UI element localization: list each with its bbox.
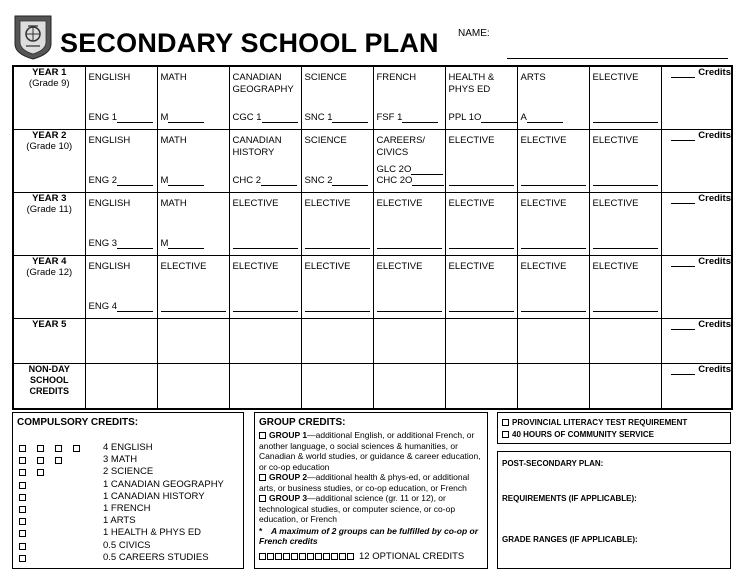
compulsory-credit-label: 0.5 CIVICS (103, 539, 151, 551)
course-cell[interactable] (229, 363, 301, 409)
optional-credit-checkbox[interactable] (323, 553, 330, 560)
course-code-line[interactable] (305, 301, 370, 312)
course-subject-label: ENGLISH (88, 134, 131, 146)
course-cell[interactable] (373, 255, 445, 318)
course-subject-label: ELECTIVE (304, 260, 351, 272)
row-credits-cell[interactable] (661, 363, 732, 409)
course-cell[interactable] (85, 129, 157, 192)
plan-row (13, 255, 732, 318)
group-credits-box (254, 412, 488, 569)
course-code-blank[interactable] (402, 113, 438, 123)
credit-checkbox[interactable] (37, 469, 44, 476)
course-code-line[interactable] (593, 238, 658, 249)
course-code-line[interactable] (233, 301, 298, 312)
grade-label: (Grade 10) (26, 140, 73, 152)
course-code-blank[interactable] (332, 176, 368, 186)
credit-checkbox[interactable] (55, 445, 62, 452)
course-code-line[interactable] (233, 175, 298, 186)
compulsory-credit-label: 1 CANADIAN GEOGRAPHY (103, 478, 224, 490)
course-code-blank[interactable] (117, 302, 153, 312)
course-code-line[interactable] (89, 112, 154, 123)
optional-credit-checkbox[interactable] (259, 553, 266, 560)
year-label: YEAR 5 (32, 318, 67, 330)
school-crest-icon (12, 14, 54, 60)
optional-credit-checkbox[interactable] (299, 553, 306, 560)
course-code-line[interactable] (89, 238, 154, 249)
course-code-line[interactable] (521, 238, 586, 249)
course-code-prefix: M (160, 111, 169, 123)
course-code-prefix: PPL 1O (448, 111, 482, 123)
course-cell[interactable] (85, 66, 157, 129)
course-cell[interactable] (373, 318, 445, 363)
credits-blank[interactable] (671, 329, 695, 330)
course-code-prefix: SNC 2 (304, 174, 333, 186)
course-code-prefix: ENG 3 (88, 237, 118, 249)
course-code-line[interactable] (161, 175, 226, 186)
course-subject-label: ELECTIVE (448, 260, 495, 272)
course-code-blank[interactable] (481, 113, 517, 123)
course-code-field[interactable] (449, 112, 514, 123)
year-label-cell (13, 318, 85, 363)
literacy-requirement: PROVINCIAL LITERACY TEST REQUIREMENT (502, 418, 687, 427)
course-cell[interactable] (589, 66, 661, 129)
course-cell[interactable] (301, 255, 373, 318)
course-code-prefix: CHC 2O (376, 174, 413, 186)
optional-credit-checkbox[interactable] (339, 553, 346, 560)
course-cell[interactable] (157, 192, 229, 255)
course-code-field[interactable] (161, 238, 226, 249)
year-label: YEAR 2 (32, 129, 67, 141)
course-cell[interactable] (445, 129, 517, 192)
course-code-blank[interactable] (117, 113, 153, 123)
course-code-line[interactable] (305, 175, 370, 186)
course-subject-label: ENGLISH (88, 260, 131, 272)
course-subject-label: ELECTIVE (160, 260, 207, 272)
course-subject-label: ARTS (520, 72, 546, 83)
course-cell[interactable] (229, 192, 301, 255)
course-cell[interactable] (301, 66, 373, 129)
course-code-prefix: CHC 2 (232, 174, 262, 186)
group-2-checkbox[interactable] (259, 474, 266, 481)
requirements-label: REQUIREMENTS (IF APPLICABLE): (502, 494, 637, 503)
course-code-field[interactable] (305, 175, 370, 186)
graduation-requirements-box (497, 412, 731, 444)
course-code-prefix: A (520, 111, 527, 123)
group-1-item: GROUP 1—additional English, or additional French, or another language, o social sciences & humanities, or Canadian & world studies, or guidance & career education, or co-op education (259, 430, 481, 472)
course-subject-label: CAREERS/ CIVICS (376, 134, 426, 158)
course-code-line[interactable] (233, 238, 298, 249)
course-cell[interactable] (517, 66, 589, 129)
plan-row (13, 318, 732, 363)
course-cell[interactable] (445, 255, 517, 318)
course-code-line[interactable] (305, 238, 370, 249)
credit-checkbox[interactable] (19, 494, 26, 501)
optional-credit-checkbox[interactable] (275, 553, 282, 560)
course-cell[interactable] (157, 66, 229, 129)
course-cell[interactable] (157, 363, 229, 409)
year-label-cell (13, 192, 85, 255)
group-3-item: GROUP 3—additional science (gr. 11 or 12), or technological studies, or computer science, or co-op education, or French (259, 493, 456, 524)
compulsory-credit-label: 1 FRENCH (103, 503, 151, 514)
year-label: NON-DAY SCHOOL CREDITS (28, 363, 70, 396)
credits-blank[interactable] (671, 203, 695, 204)
year-label: YEAR 3 (32, 192, 67, 204)
grade-label: (Grade 9) (28, 78, 70, 89)
course-subject-label: ELECTIVE (520, 197, 567, 209)
plan-row (13, 66, 732, 129)
course-code-line[interactable] (449, 238, 514, 249)
community-service-requirement: 40 HOURS OF COMMUNITY SERVICE (502, 430, 654, 439)
course-subject-label: CANADIAN HISTORY (232, 134, 282, 158)
course-code-blank[interactable] (261, 176, 297, 186)
post-secondary-plan-label: POST-SECONDARY PLAN: (502, 459, 604, 468)
year-label-cell (13, 363, 85, 409)
course-code-field[interactable] (305, 112, 370, 123)
course-code-line[interactable] (593, 112, 658, 123)
course-cell[interactable] (85, 255, 157, 318)
course-cell[interactable] (373, 66, 445, 129)
course-subject-label: MATH (160, 197, 187, 209)
course-code-line[interactable] (593, 301, 658, 312)
compulsory-credit-label: 1 ARTS (103, 515, 136, 527)
course-code-prefix: CGC 1 (232, 111, 262, 123)
course-code-blank[interactable] (332, 113, 368, 123)
course-subject-label: ELECTIVE (448, 134, 495, 146)
course-subject-label: MATH (160, 72, 187, 83)
course-cell[interactable] (229, 129, 301, 192)
course-code-field[interactable] (233, 175, 298, 186)
course-cell[interactable] (589, 363, 661, 409)
course-code-field[interactable] (521, 112, 586, 123)
course-code-field[interactable] (89, 238, 154, 249)
course-cell[interactable] (589, 192, 661, 255)
course-code-line[interactable] (377, 164, 442, 175)
credit-checkbox[interactable] (19, 457, 26, 464)
year-label: YEAR 1 (32, 67, 67, 78)
name-input-line[interactable] (507, 58, 728, 59)
course-subject-label: ELECTIVE (592, 197, 639, 209)
course-code-line[interactable] (593, 175, 658, 186)
course-subject-label: ELECTIVE (376, 197, 423, 209)
credits-blank[interactable] (671, 266, 695, 267)
credits-label: Credits (698, 318, 731, 330)
credit-checkbox[interactable] (73, 445, 80, 452)
course-code-prefix: ENG 1 (88, 111, 118, 123)
course-cell[interactable] (85, 192, 157, 255)
course-code-line[interactable] (449, 112, 514, 123)
credit-checkbox[interactable] (37, 445, 44, 452)
optional-credit-checkbox[interactable] (267, 553, 274, 560)
course-cell[interactable] (445, 363, 517, 409)
course-code-line[interactable] (521, 175, 586, 186)
course-subject-label: ELECTIVE (592, 134, 639, 146)
credit-checkbox[interactable] (55, 457, 62, 464)
year-label: YEAR 4 (32, 255, 67, 267)
credit-checkbox[interactable] (19, 518, 26, 525)
optional-credits-row (259, 551, 464, 562)
community-service-checkbox[interactable] (502, 431, 509, 438)
grade-label: (Grade 12) (26, 266, 73, 278)
year-label-cell (13, 129, 85, 192)
course-code-line[interactable] (449, 175, 514, 186)
compulsory-credit-label: 3 MATH (103, 454, 138, 466)
course-subject-label: ELECTIVE (592, 260, 639, 272)
credit-checkbox[interactable] (19, 555, 26, 562)
course-code-blank[interactable] (411, 165, 443, 175)
credits-blank[interactable] (671, 140, 695, 141)
course-plan-table (12, 65, 733, 410)
credit-checkbox[interactable] (19, 482, 26, 489)
compulsory-credit-label: 4 ENGLISH (103, 442, 153, 453)
group-1-checkbox[interactable] (259, 432, 266, 439)
course-subject-label: ELECTIVE (448, 197, 495, 209)
grade-ranges-label: GRADE RANGES (IF APPLICABLE): (502, 535, 638, 544)
course-subject-label: ELECTIVE (520, 260, 567, 272)
course-code-line[interactable] (161, 238, 226, 249)
course-code-prefix: FSF 1 (376, 111, 403, 123)
course-code-line[interactable] (161, 112, 226, 123)
row-credits-cell[interactable] (661, 318, 732, 363)
course-cell[interactable] (373, 192, 445, 255)
course-code-prefix: ENG 2 (88, 174, 118, 186)
course-subject-label: ELECTIVE (232, 197, 279, 209)
course-code-blank[interactable] (117, 176, 153, 186)
course-code-line[interactable] (89, 301, 154, 312)
course-subject-label: ELECTIVE (304, 197, 351, 209)
compulsory-credit-label: 0.5 CAREERS STUDIES (103, 551, 209, 563)
course-code-line[interactable] (233, 112, 298, 123)
credits-label: Credits (698, 129, 731, 141)
credits-blank[interactable] (671, 374, 695, 375)
course-code-line[interactable] (449, 301, 514, 312)
course-cell[interactable] (517, 129, 589, 192)
compulsory-credits-box (12, 412, 244, 569)
course-subject-label: ELECTIVE (520, 134, 567, 146)
course-cell[interactable] (445, 66, 517, 129)
course-subject-label: SCIENCE (304, 72, 347, 83)
course-code-line[interactable] (377, 301, 442, 312)
course-code-prefix: SNC 1 (304, 111, 333, 123)
course-cell[interactable] (589, 129, 661, 192)
credits-blank[interactable] (671, 77, 695, 78)
post-secondary-plan-box (497, 451, 731, 569)
course-code-prefix: M (160, 174, 169, 186)
year-label-cell (13, 66, 85, 129)
course-code-field[interactable] (89, 301, 154, 312)
course-subject-label: ENGLISH (88, 197, 131, 209)
course-cell[interactable] (301, 363, 373, 409)
course-code-field[interactable] (377, 164, 442, 186)
credit-checkbox[interactable] (19, 506, 26, 513)
compulsory-credit-label: 1 HEALTH & PHYS ED (103, 527, 202, 539)
course-code-field[interactable] (161, 112, 226, 123)
course-cell[interactable] (517, 318, 589, 363)
course-code-field[interactable] (377, 112, 442, 123)
optional-credit-checkbox[interactable] (331, 553, 338, 560)
page-header (12, 8, 728, 64)
course-cell[interactable] (373, 363, 445, 409)
row-credits-cell[interactable] (661, 129, 732, 192)
course-code-blank[interactable] (527, 113, 563, 123)
row-credits-cell[interactable] (661, 192, 732, 255)
optional-credit-checkbox[interactable] (291, 553, 298, 560)
optional-credit-checkbox[interactable] (283, 553, 290, 560)
course-code-field[interactable] (89, 175, 154, 186)
credit-checkbox[interactable] (19, 445, 26, 452)
course-code-blank[interactable] (168, 239, 204, 249)
optional-credit-checkbox[interactable] (307, 553, 314, 560)
group-note: * A maximum of 2 groups can be fulfilled by co-op or French credits (259, 525, 479, 546)
optional-credits-label: 12 OPTIONAL CREDITS (359, 551, 465, 562)
course-cell[interactable] (157, 318, 229, 363)
course-subject-label: SCIENCE (304, 134, 347, 146)
course-cell[interactable] (157, 129, 229, 192)
page-title: SECONDARY SCHOOL PLAN (60, 28, 439, 58)
compulsory-credit-label: 2 SCIENCE (103, 466, 154, 478)
course-code-line[interactable] (305, 112, 370, 123)
credits-label: Credits (698, 67, 731, 78)
credit-checkbox[interactable] (19, 530, 26, 537)
group-credits-title: GROUP CREDITS: (259, 417, 346, 428)
credit-checkbox[interactable] (19, 543, 26, 550)
plan-row (13, 129, 732, 192)
course-code-line[interactable] (521, 301, 586, 312)
course-cell[interactable] (229, 318, 301, 363)
credit-checkbox[interactable] (37, 457, 44, 464)
course-cell[interactable] (517, 363, 589, 409)
course-code-line[interactable] (161, 301, 226, 312)
course-subject-label: ELECTIVE (376, 260, 423, 272)
course-subject-label: CANADIAN GEOGRAPHY (232, 72, 294, 95)
course-code-blank[interactable] (168, 176, 204, 186)
course-cell[interactable] (445, 318, 517, 363)
course-code-prefix: GLC 2O (376, 163, 412, 175)
course-cell[interactable] (157, 255, 229, 318)
course-cell[interactable] (229, 66, 301, 129)
course-code-line[interactable] (521, 112, 586, 123)
course-code-field[interactable] (161, 175, 226, 186)
course-code-blank[interactable] (168, 113, 204, 123)
course-cell[interactable] (517, 255, 589, 318)
course-cell[interactable] (445, 192, 517, 255)
course-code-field[interactable] (233, 112, 298, 123)
course-code-line[interactable] (377, 112, 442, 123)
plan-row (13, 363, 732, 409)
group-2-item: GROUP 2—additional health & phys-ed, or additional arts, or business studies, or co-op education, or French (259, 472, 470, 493)
optional-credit-checkbox[interactable] (347, 553, 354, 560)
credits-label: Credits (698, 192, 731, 204)
name-label: NAME: (458, 28, 490, 39)
optional-credit-checkbox[interactable] (315, 553, 322, 560)
course-cell[interactable] (229, 255, 301, 318)
course-subject-label: HEALTH & PHYS ED (448, 72, 495, 95)
plan-row (13, 192, 732, 255)
course-code-line[interactable] (89, 175, 154, 186)
credits-label: Credits (698, 363, 731, 375)
course-code-line[interactable] (377, 175, 442, 186)
course-cell[interactable] (85, 318, 157, 363)
course-code-blank[interactable] (262, 113, 298, 123)
course-subject-label: ELECTIVE (232, 260, 279, 272)
course-cell[interactable] (373, 129, 445, 192)
course-subject-label: FRENCH (376, 72, 417, 83)
course-cell[interactable] (589, 318, 661, 363)
year-label-cell (13, 255, 85, 318)
compulsory-credit-label: 1 CANADIAN HISTORY (103, 490, 205, 502)
literacy-checkbox[interactable] (502, 419, 509, 426)
group-3-checkbox[interactable] (259, 495, 266, 502)
course-subject-label: MATH (160, 134, 187, 146)
course-code-blank[interactable] (412, 176, 444, 186)
row-credits-cell[interactable] (661, 255, 732, 318)
course-subject-label: ENGLISH (88, 72, 131, 83)
credit-checkbox[interactable] (19, 469, 26, 476)
course-cell[interactable] (517, 192, 589, 255)
course-code-prefix: ENG 4 (88, 300, 118, 312)
course-code-blank[interactable] (117, 239, 153, 249)
row-credits-cell[interactable] (661, 66, 732, 129)
course-code-prefix: M (160, 237, 169, 249)
course-code-field[interactable] (89, 112, 154, 123)
course-cell[interactable] (301, 129, 373, 192)
credits-label: Credits (698, 255, 731, 267)
grade-label: (Grade 11) (26, 203, 72, 215)
course-code-line[interactable] (377, 238, 442, 249)
course-cell[interactable] (589, 255, 661, 318)
course-cell[interactable] (301, 318, 373, 363)
course-cell[interactable] (85, 363, 157, 409)
course-subject-label: ELECTIVE (592, 72, 639, 83)
compulsory-credits-title: COMPULSORY CREDITS: (17, 417, 139, 428)
course-cell[interactable] (301, 192, 373, 255)
